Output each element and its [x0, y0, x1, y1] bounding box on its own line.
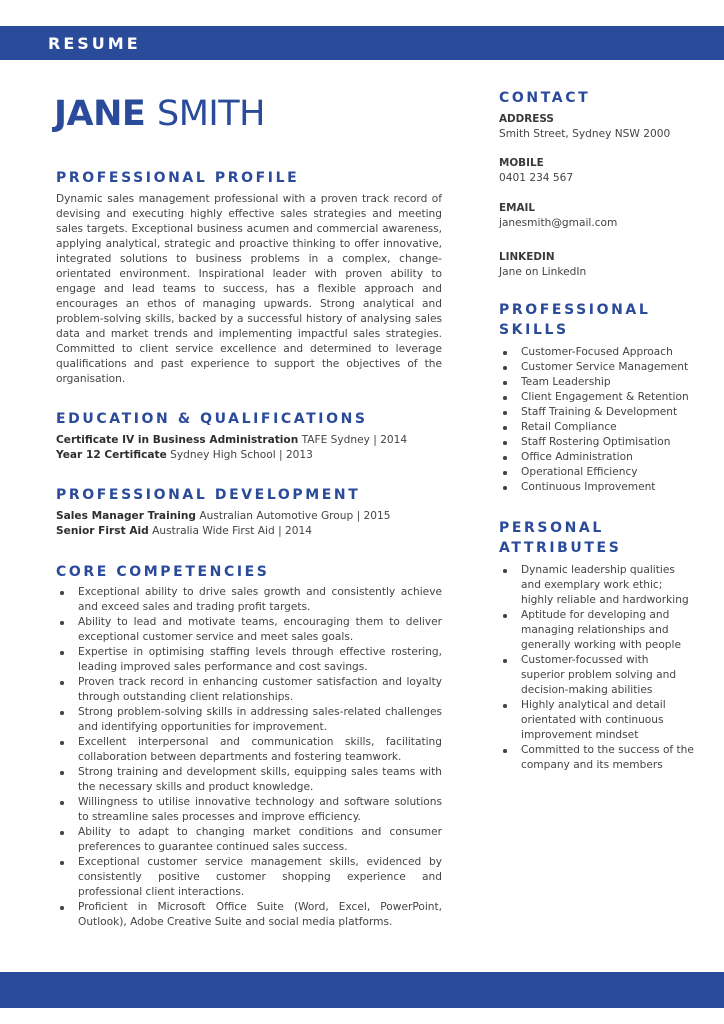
skill-item: Customer Service Management	[521, 360, 694, 375]
competencies-heading: CORE COMPETENCIES	[56, 564, 270, 580]
development-list	[56, 509, 442, 539]
development-item	[56, 524, 442, 539]
email-value: janesmith@gmail.com	[499, 217, 618, 229]
skill-item: Operational Efficiency	[521, 465, 694, 480]
qualification-name: Certificate IV in Business Administration	[56, 434, 299, 446]
skill-item: Customer-Focused Approach	[521, 345, 694, 360]
first-name: JANE	[54, 94, 146, 134]
profile-text: Dynamic sales management professional with a proven track record of devising and executing highly effective sales strategies and meeting sales targets. Exceptional business acumen and commercial awareness, applying analytical, strategic and proactive thinking to offer innovative, integrated solutions to business problems in a complex, change-orientated environment. Inspirational leader with proven ability to engage and lead teams to success, has a flexible approach and encourages an ethos of managing upwards. Strong analytical and problem-solving skills, backed by a successful history of analysing sales data and market trends and implementing impactful sales strategies. Committed to client service excellence and determined to leverage qualifications and past experience to support the objectives of the organisation.	[56, 193, 442, 385]
competency-item: Ability to adapt to changing market conditions and consumer preferences to guarantee continued sales success.	[78, 826, 442, 853]
attributes-heading-line1: PERSONAL	[499, 520, 604, 536]
training-detail: Australian Automotive Group | 2015	[196, 510, 391, 522]
competency-item: Exceptional ability to drive sales growth and consistently achieve and exceed sales and trading profit targets.	[78, 586, 442, 613]
competency-item: Strong training and development skills, equipping sales teams with the necessary skills and product knowledge.	[78, 766, 442, 793]
profile-heading: PROFESSIONAL PROFILE	[56, 170, 300, 186]
skill-item: Client Engagement & Retention	[521, 390, 694, 405]
qualification-detail: Sydney High School | 2013	[166, 449, 313, 461]
skills-heading-line2: SKILLS	[499, 322, 569, 338]
sidebar-column	[499, 88, 694, 773]
development-heading: PROFESSIONAL DEVELOPMENT	[56, 487, 361, 503]
candidate-name	[54, 90, 442, 138]
mobile-label: MOBILE	[499, 157, 544, 169]
skill-item: Retail Compliance	[521, 420, 694, 435]
footer-bar	[0, 972, 724, 1008]
training-name: Senior First Aid	[56, 525, 149, 537]
contact-linkedin	[499, 250, 694, 280]
education-heading: EDUCATION & QUALIFICATIONS	[56, 411, 368, 427]
competency-item: Proficient in Microsoft Office Suite (Word, Excel, PowerPoint, Outlook), Adobe Creative Suite and social media platforms.	[78, 901, 442, 928]
attributes-heading-line2: ATTRIBUTES	[499, 540, 622, 556]
skill-item: Office Administration	[521, 450, 694, 465]
contact-email	[499, 201, 694, 231]
competency-item: Willingness to utilise innovative technology and software solutions to streamline sales processes and improve efficiency.	[78, 796, 442, 823]
email-label: EMAIL	[499, 202, 535, 214]
competency-item: Proven track record in enhancing customer satisfaction and loyalty through outstanding client relationships.	[78, 676, 442, 703]
training-name: Sales Manager Training	[56, 510, 197, 522]
skill-item: Continuous Improvement	[521, 480, 694, 495]
competency-item: Exceptional customer service management skills, evidenced by consistently positive customer shopping experience and professional client interactions.	[78, 856, 442, 898]
attribute-item: Aptitude for developing and managing relationships and generally working with people	[521, 608, 694, 653]
skills-heading	[499, 300, 694, 340]
attribute-item: Committed to the success of the company and its members	[521, 744, 694, 771]
education-item	[56, 433, 442, 448]
competency-item: Ability to lead and motivate teams, encouraging them to deliver exceptional customer service and meet sales goals.	[78, 616, 442, 643]
linkedin-label: LINKEDIN	[499, 251, 555, 263]
attributes-heading	[499, 518, 694, 558]
skill-item: Team Leadership	[521, 375, 694, 390]
skill-item: Staff Rostering Optimisation	[521, 435, 694, 450]
qualification-name: Year 12 Certificate	[56, 449, 167, 461]
mobile-value: 0401 234 567	[499, 172, 574, 184]
address-label: ADDRESS	[499, 113, 554, 125]
attribute-item: Dynamic leadership qualities and exemplary work ethic; highly reliable and hardworking	[521, 563, 694, 608]
attributes-list	[499, 563, 694, 773]
header-bar	[0, 26, 724, 60]
linkedin-value: Jane on LinkedIn	[499, 266, 587, 278]
contact-mobile	[499, 156, 694, 186]
contact-address	[499, 112, 694, 142]
qualification-detail: TAFE Sydney | 2014	[298, 434, 408, 446]
competency-item: Strong problem-solving skills in addressing sales-related challenges and identifying opportunities for improvement.	[78, 706, 442, 733]
development-item	[56, 509, 442, 524]
education-list	[56, 433, 442, 463]
skill-item: Staff Training & Development	[521, 405, 694, 420]
attribute-item: Highly analytical and detail orientated with continuous improvement mindset	[521, 698, 694, 743]
contact-heading: CONTACT	[499, 90, 591, 106]
attribute-item: Customer-focussed with superior problem solving and decision-making abilities	[521, 653, 694, 698]
skills-heading-line1: PROFESSIONAL	[499, 302, 651, 318]
resume-label: RESUME	[48, 34, 141, 53]
training-detail: Australia Wide First Aid | 2014	[148, 525, 312, 537]
competencies-list	[56, 585, 442, 930]
skills-list	[499, 345, 694, 495]
competency-item: Expertise in optimising staffing levels through effective rostering, leading improved sales performance and cost savings.	[78, 646, 442, 673]
education-item	[56, 448, 442, 463]
competency-item: Excellent interpersonal and communication skills, facilitating collaboration between departments and fostering teamwork.	[78, 736, 442, 763]
last-name: SMITH	[157, 94, 265, 134]
address-value: Smith Street, Sydney NSW 2000	[499, 128, 671, 140]
main-column	[56, 90, 442, 930]
